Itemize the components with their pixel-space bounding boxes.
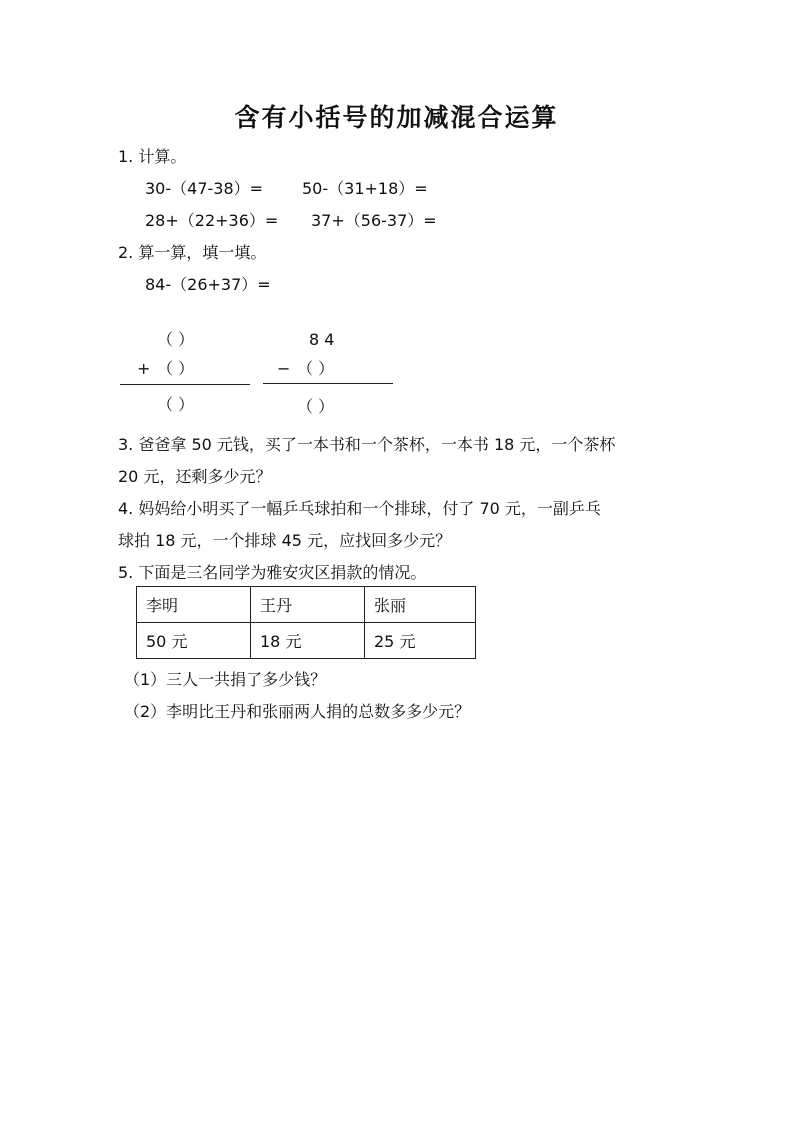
q3-line-2: 20 元，还剩多少元？ (118, 467, 272, 486)
right-vertical-minuend: 8 4 (309, 330, 335, 349)
table-cell-name: 李明 (137, 587, 251, 623)
left-vertical-row2-blank: （ ） (157, 359, 195, 378)
table-cell-name: 王丹 (251, 587, 365, 623)
left-vertical-rule (120, 384, 250, 385)
table-cell-name: 张丽 (365, 587, 476, 623)
q5-heading: 5. 下面是三名同学为雅安灾区捐款的情况。 (118, 563, 427, 582)
table-row (137, 623, 476, 659)
q1-item-2: 50-（31+18）= (302, 179, 428, 198)
table-cell-amount: 18 元 (251, 623, 365, 659)
q1-item-4: 37+（56-37）= (311, 211, 437, 230)
right-vertical-row2-blank: （ ） (297, 359, 335, 378)
q1-item-1: 30-（47-38）= (145, 179, 264, 198)
worksheet-title: 含有小括号的加减混合运算 (234, 103, 559, 132)
left-vertical-result-blank: （ ） (157, 395, 195, 414)
q2-expression: 84-（26+37）= (145, 275, 271, 294)
q4-line-1: 4. 妈妈给小明买了一幅乒乓球拍和一个排球，付了 70 元，一副乒乓 (118, 499, 601, 518)
q2-heading: 2. 算一算，填一填。 (118, 243, 267, 262)
q5-subquestion-2: （2）李明比王丹和张丽两人捐的总数多多少元？ (124, 702, 471, 721)
right-vertical-operator: − (277, 359, 291, 378)
q3-line-1: 3. 爸爸拿 50 元钱，买了一本书和一个茶杯，一本书 18 元，一个茶杯 (118, 435, 616, 454)
table-cell-amount: 50 元 (137, 623, 251, 659)
right-vertical-result-blank: （ ） (297, 397, 335, 416)
table-cell-amount: 25 元 (365, 623, 476, 659)
q5-subquestion-1: （1）三人一共捐了多少钱？ (124, 670, 327, 689)
left-vertical-row1-blank: （ ） (157, 330, 195, 349)
q4-line-2: 球拍 18 元，一个排球 45 元，应找回多少元？ (118, 531, 452, 550)
left-vertical-operator: + (137, 359, 151, 378)
q1-heading: 1. 计算。 (118, 147, 187, 166)
q1-item-3: 28+（22+36）= (145, 211, 279, 230)
right-vertical-rule (263, 383, 393, 384)
table-row (137, 587, 476, 623)
donation-table (136, 586, 476, 659)
